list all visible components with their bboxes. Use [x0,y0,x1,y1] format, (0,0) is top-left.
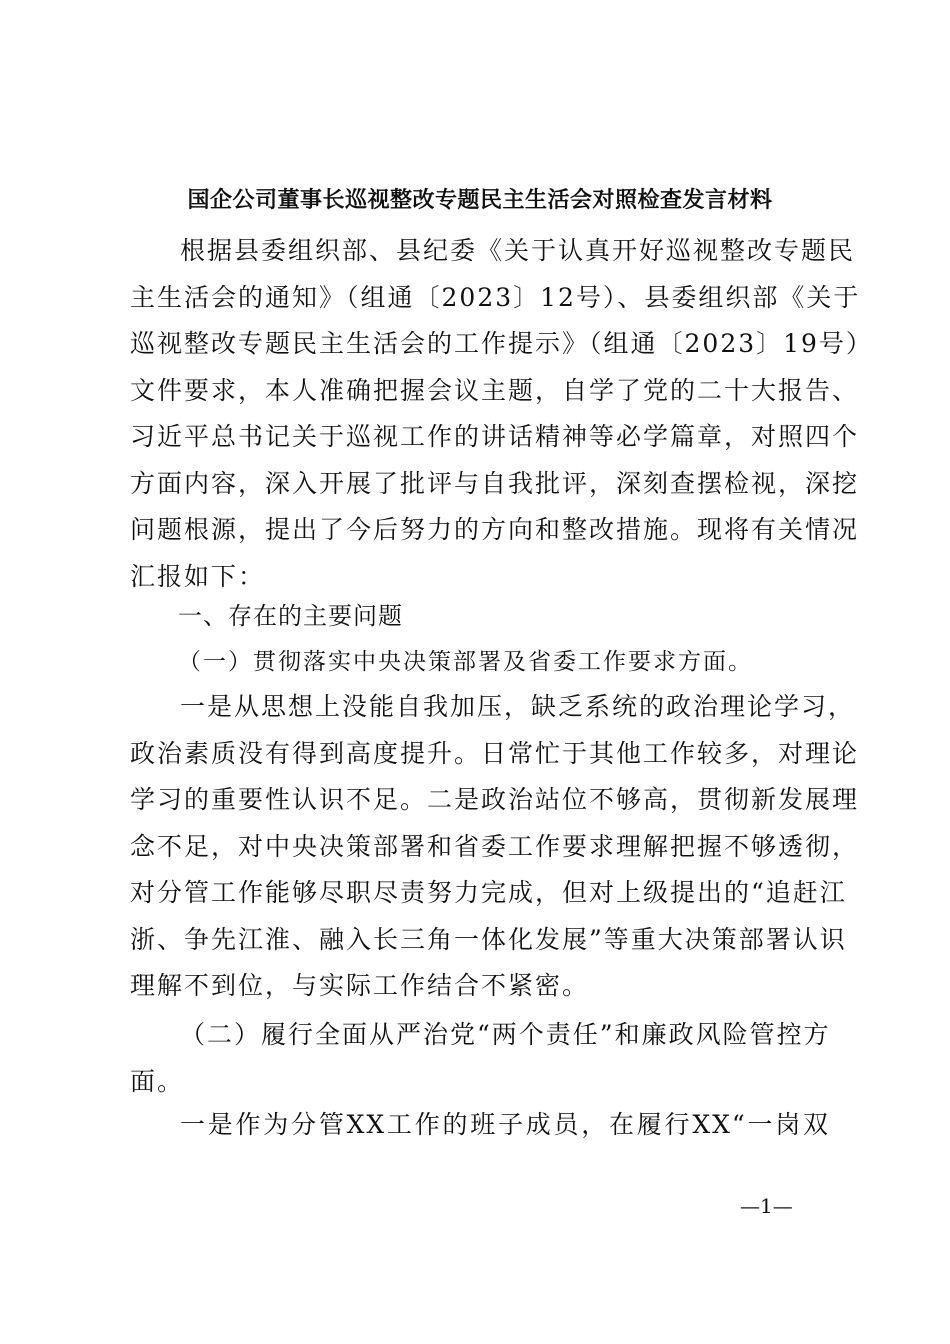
paragraph-line: 一是作为分管XX工作的班子成员，在履行XX“一岗双 [180,1110,830,1139]
paragraph-line: 问题根源，提出了今后努力的方向和整改措施。现将有关情况 [130,515,860,544]
subsection2-paragraph [130,1102,830,1149]
page-number: —1— [740,1194,793,1218]
paragraph-line: 一是从思想上没能自我加压，缺乏系统的政治理论学习， [180,692,856,721]
paragraph-line: 汇报如下： [130,561,266,591]
subsection-heading-line: 面。 [130,1066,185,1096]
paragraph-line: 主生活会的通知》（组通〔2023〕12号）、县委组织部《关于 [130,282,861,312]
paragraph-line: 学习的重要性认识不足。二是政治站位不够高，贯彻新发展理 [130,785,860,814]
paragraph-line: 文件要求，本人准确把握会议主题，自学了党的二十大报告、 [130,375,860,405]
paragraph-line: 巡视整改专题民主生活会的工作提示》（组通〔2023〕19号） [130,329,873,358]
subsection2-heading [130,1012,830,1105]
subsection-heading: （一）贯彻落实中央决策部署及省委工作要求方面。 [178,649,753,675]
section-heading: 一、存在的主要问题 [178,602,403,630]
document-title: 国企公司董事长巡视整改专题民主生活会对照检查发言材料 [187,188,773,213]
intro-paragraph [130,228,873,600]
subsection1-paragraph [130,684,860,1010]
paragraph-line: 浙、争先江淮、融入长三角一体化发展”等重大决策部署认识 [130,924,847,954]
subsection-heading-line: （二）履行全面从严治党“两个责任”和廉政风险管控方 [180,1020,831,1049]
paragraph-line: 根据县委组织部、县纪委《关于认真开好巡视整改专题民 [180,236,856,265]
paragraph-line: 方面内容，深入开展了批评与自我批评，深刻查摆检视，深挖 [130,468,860,498]
paragraph-line: 理解不到位，与实际工作结合不紧密。 [130,971,590,1000]
paragraph-line: 念不足，对中央决策部署和省委工作要求理解把握不够透彻， [130,831,860,861]
paragraph-line: 对分管工作能够尽职尽责努力完成，但对上级提出的“追赶江 [130,878,847,907]
paragraph-line: 政治素质没有得到高度提升。日常忙于其他工作较多，对理论 [130,738,860,768]
paragraph-line: 习近平总书记关于巡视工作的讲话精神等必学篇章，对照四个 [130,422,860,451]
